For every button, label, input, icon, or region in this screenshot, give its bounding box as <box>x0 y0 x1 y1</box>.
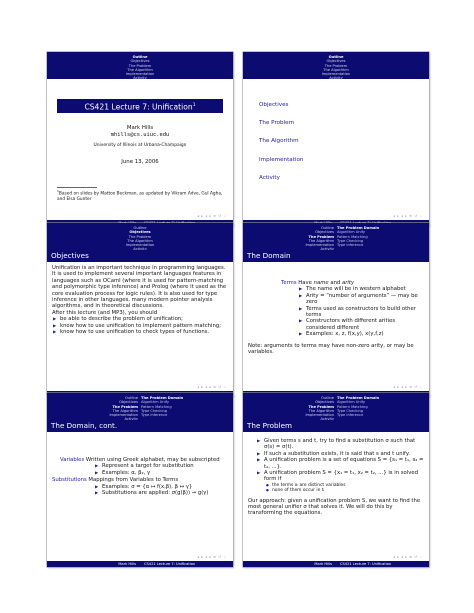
outline-item-algorithm[interactable]: The Algorithm <box>259 138 299 145</box>
objective-list <box>52 316 228 335</box>
problem-list <box>256 438 424 483</box>
lecture-title: CS421 Lecture 7: Unification <box>84 102 193 112</box>
beamer-nav-icons[interactable]: ◂ ▸ ◂ ▸ ≡ ↺ ∽ <box>197 555 227 559</box>
section-nav: Outline Objectives The Problem The Algorithm Implementation <box>125 226 155 248</box>
list-item: ▶ Constructors with different arities considered different <box>298 318 424 331</box>
substitutions-list <box>94 484 228 497</box>
list-item: ● none of them occur in tᵢ <box>266 488 424 493</box>
slide-objectives <box>47 223 233 397</box>
slide-header <box>47 52 233 79</box>
variables-definition: Variables Written using Greek alphabet, may be subscripted <box>60 457 220 463</box>
terms-definition: Terms Have name and arity <box>281 280 355 286</box>
list-item: ● the terms xᵢ are distinct variables <box>266 483 424 488</box>
paragraph: Unification is an important technique in programming languages. It is used to implement several important languages features in languages such as OCaml (where it is used for pattern-matching and polymorphic type inference) and Prolog (where it used as the core evaluation process for logic rules). It is also used for type inference in other languages, many modern pointer analysis algorithms, and in theoretical discussions. <box>52 265 227 310</box>
list-item: ▶ Terms used as constructors to build other terms <box>298 306 424 319</box>
list-item: ▶ The name will be in western alphabet <box>298 286 424 292</box>
slide-body <box>52 265 228 335</box>
lecture-date: June 13, 2006 <box>121 159 159 165</box>
frame-title: The Domain, cont. <box>47 420 233 432</box>
list-item: ▶ be able to describe the problem of unification; <box>52 316 228 322</box>
footnote: $^1$Based on slides by Mattox Beckman, as updated by Vikram Adve, Gul Agha, and Elsa Gunter <box>57 189 223 202</box>
list-item: ▶ A unification problem S = {x₁ = t₁, x₂ = t₂, ...} is in solved form if <box>256 470 424 483</box>
list-item: ▶ know how to use unification to check types of functions. <box>52 329 228 335</box>
slide-body <box>52 457 228 496</box>
author-name: Mark Hills <box>126 125 154 131</box>
solved-form-conditions <box>256 483 424 494</box>
list-item: ▶ Examples: σ = {α ↦ f(x,β), β ↦ γ} <box>94 484 228 490</box>
list-item: ▶ Examples: x, z, f(x,y), x(y,f,z) <box>298 331 424 337</box>
slide-title <box>47 52 233 226</box>
section-nav: Outline Objectives The Problem The Algorithm Implementation <box>305 226 334 248</box>
slide-domain <box>243 223 429 397</box>
paragraph: After this lecture (and MP3), you should <box>52 309 158 316</box>
list-item: ▶ Given terms s and t, try to find a substitution σ such that σ(s) = σ(t). <box>256 438 424 451</box>
slide-domain-cont <box>47 393 233 567</box>
slide-header <box>243 52 429 79</box>
section-nav: Outline Objectives The Problem The Algorithm Implementation <box>305 396 334 418</box>
frame-title: The Problem <box>243 420 429 432</box>
list-item: ▶ If such a substitution exists, it is said that s and t unify. <box>256 451 424 457</box>
list-item: ▶ Represent a target for substitution <box>94 463 228 469</box>
beamer-nav-icons[interactable]: ◂ ▸ ◂ ▸ ≡ ↺ ∽ <box>393 555 423 559</box>
author-email: mhills@cs.uiuc.edu <box>110 132 170 138</box>
footnote-rule <box>57 187 97 188</box>
list-item: ▶ Substitutions are applied: σ(g(β)) → g(γ) <box>94 490 228 496</box>
subsection-nav: The Problem Domain Algorithm Unify Pattern Matching Type Checking Type Inference <box>141 396 184 418</box>
subsection-nav: The Problem Domain Algorithm Unify Pattern Matching Type Checking Type Inference <box>337 396 380 418</box>
section-nav: Outline Objectives The Problem The Algorithm Implementation Activity <box>125 55 155 81</box>
subsection-nav: The Problem Domain Algorithm Unify Pattern Matching Type Checking Type Inference <box>337 226 380 248</box>
note: Note: arguments to terms may have non-zero arity, or may be variables. <box>248 342 414 356</box>
outline-item-problem[interactable]: The Problem <box>259 120 295 127</box>
slide-footer: Mark Hills CS421 Lecture 7: Unification <box>47 561 233 567</box>
slide-header <box>243 223 429 250</box>
beamer-nav-icons[interactable]: ◂ ▸ ◂ ▸ ≡ ↺ ∽ <box>393 385 423 389</box>
frame-title: The Domain <box>243 250 429 262</box>
section-nav: Outline Objectives The Problem The Algorithm Implementation <box>109 396 138 418</box>
institution: University of Illinois at Urbana-Champaign <box>93 143 187 148</box>
list-item: ▶ know how to use unification to implement pattern matching; <box>52 323 228 329</box>
slide-problem <box>243 393 429 567</box>
list-item: ▶ Examples: α, β₂, γ <box>94 470 228 476</box>
substitutions-definition: Substitutions Mappings from Variables to Terms <box>52 477 179 484</box>
section-nav: Outline Objectives The Problem The Algorithm Implementation Activity <box>321 55 351 81</box>
slide-header <box>47 223 233 250</box>
beamer-nav-icons[interactable]: ◂ ▸ ◂ ▸ ≡ ↺ ∽ <box>197 385 227 389</box>
slide-outline <box>243 52 429 226</box>
title-box: CS421 Lecture 7: Unification$^1$ <box>57 99 223 113</box>
outline-item-objectives[interactable]: Objectives <box>259 102 289 108</box>
outline-item-activity[interactable]: Activity <box>259 174 280 181</box>
slide-header <box>47 393 233 420</box>
frame-title: Objectives <box>47 250 233 262</box>
variables-list <box>94 463 228 476</box>
list-item: ▶ A unification problem is a set of equations S = {s₁ = t₁, s₂ = t₂, ...}. <box>256 457 424 470</box>
slide-footer: Mark Hills CS421 Lecture 7: Unification <box>243 561 429 567</box>
outline-item-implementation[interactable]: Implementation <box>259 156 304 163</box>
slide-body <box>248 280 424 355</box>
terms-list <box>298 286 424 337</box>
slide-header <box>243 393 429 420</box>
list-item: ▶ Arity = “number of arguments” — may be zero <box>298 293 424 306</box>
beamer-nav-icons[interactable]: ◂ ▸ ◂ ▸ ≡ ↺ ∽ <box>393 214 423 218</box>
slide-body <box>248 438 424 517</box>
outline-list <box>259 96 303 187</box>
beamer-nav-icons[interactable]: ◂ ▸ ◂ ▸ ≡ ↺ ∽ <box>197 214 227 218</box>
closing-paragraph: Our approach: given a unification problem S, we want to find the most general unifier σ that solves it. We will do this by transforming the equations. <box>248 497 421 517</box>
